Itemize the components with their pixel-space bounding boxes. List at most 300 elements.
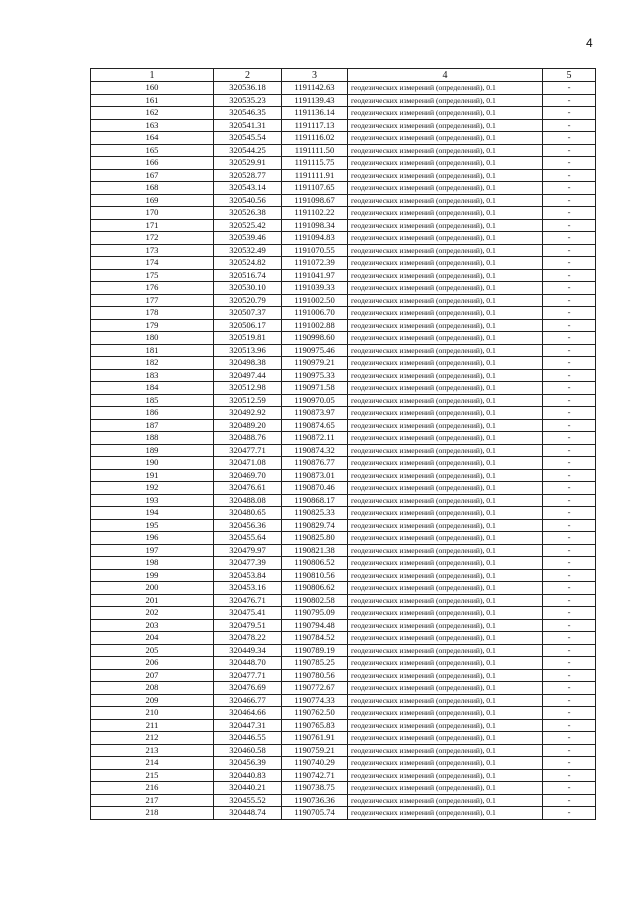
x-coordinate-cell: 320535.23 [214, 94, 282, 107]
x-coordinate-cell: 320479.97 [214, 544, 282, 557]
method-accuracy-cell: геодезических измерений (определений), 0.1 [348, 657, 543, 670]
y-coordinate-cell: 1191098.34 [282, 219, 348, 232]
method-accuracy-cell: геодезических измерений (определений), 0.1 [348, 207, 543, 220]
table-row [91, 482, 596, 495]
table-row [91, 369, 596, 382]
method-accuracy-cell: геодезических измерений (определений), 0.1 [348, 169, 543, 182]
y-coordinate-cell: 1191072.39 [282, 257, 348, 270]
y-coordinate-cell: 1190998.60 [282, 332, 348, 345]
point-number-cell: 210 [91, 707, 214, 720]
method-accuracy-cell: геодезических измерений (определений), 0.1 [348, 319, 543, 332]
y-coordinate-cell: 1190762.50 [282, 707, 348, 720]
y-coordinate-cell: 1190810.56 [282, 569, 348, 582]
note-cell: - [543, 232, 596, 245]
note-cell: - [543, 344, 596, 357]
note-cell: - [543, 82, 596, 95]
method-accuracy-cell: геодезических измерений (определений), 0.1 [348, 444, 543, 457]
method-accuracy-cell: геодезических измерений (определений), 0.1 [348, 107, 543, 120]
y-coordinate-cell: 1191136.14 [282, 107, 348, 120]
note-cell: - [543, 94, 596, 107]
column-header-5: 5 [543, 69, 596, 82]
point-number-cell: 165 [91, 144, 214, 157]
method-accuracy-cell: геодезических измерений (определений), 0.1 [348, 282, 543, 295]
table-row [91, 632, 596, 645]
y-coordinate-cell: 1190873.01 [282, 469, 348, 482]
table-row [91, 794, 596, 807]
x-coordinate-cell: 320447.31 [214, 719, 282, 732]
x-coordinate-cell: 320530.10 [214, 282, 282, 295]
y-coordinate-cell: 1190785.25 [282, 657, 348, 670]
note-cell: - [543, 494, 596, 507]
y-coordinate-cell: 1190806.52 [282, 557, 348, 570]
x-coordinate-cell: 320440.21 [214, 782, 282, 795]
y-coordinate-cell: 1190821.38 [282, 544, 348, 557]
note-cell: - [543, 319, 596, 332]
table-row [91, 732, 596, 745]
point-number-cell: 181 [91, 344, 214, 357]
note-cell: - [543, 432, 596, 445]
x-coordinate-cell: 320455.64 [214, 532, 282, 545]
x-coordinate-cell: 320446.55 [214, 732, 282, 745]
table-row [91, 694, 596, 707]
y-coordinate-cell: 1191142.63 [282, 82, 348, 95]
method-accuracy-cell: геодезических измерений (определений), 0.1 [348, 569, 543, 582]
point-number-cell: 177 [91, 294, 214, 307]
x-coordinate-cell: 320449.34 [214, 644, 282, 657]
y-coordinate-cell: 1190789.19 [282, 644, 348, 657]
note-cell: - [543, 407, 596, 420]
table-row [91, 419, 596, 432]
table-row [91, 107, 596, 120]
method-accuracy-cell: геодезических измерений (определений), 0.1 [348, 794, 543, 807]
table-row [91, 357, 596, 370]
note-cell: - [543, 782, 596, 795]
point-number-cell: 189 [91, 444, 214, 457]
table-row [91, 82, 596, 95]
note-cell: - [543, 382, 596, 395]
note-cell: - [543, 707, 596, 720]
x-coordinate-cell: 320544.25 [214, 144, 282, 157]
y-coordinate-cell: 1190829.74 [282, 519, 348, 532]
note-cell: - [543, 207, 596, 220]
note-cell: - [543, 757, 596, 770]
y-coordinate-cell: 1190794.48 [282, 619, 348, 632]
y-coordinate-cell: 1190876.77 [282, 457, 348, 470]
y-coordinate-cell: 1191006.70 [282, 307, 348, 320]
method-accuracy-cell: геодезических измерений (определений), 0.1 [348, 157, 543, 170]
point-number-cell: 187 [91, 419, 214, 432]
note-cell: - [543, 669, 596, 682]
y-coordinate-cell: 1190825.33 [282, 507, 348, 520]
method-accuracy-cell: геодезических измерений (определений), 0.1 [348, 269, 543, 282]
y-coordinate-cell: 1191116.02 [282, 132, 348, 145]
method-accuracy-cell: геодезических измерений (определений), 0.1 [348, 582, 543, 595]
x-coordinate-cell: 320525.42 [214, 219, 282, 232]
point-number-cell: 190 [91, 457, 214, 470]
point-number-cell: 214 [91, 757, 214, 770]
table-row [91, 619, 596, 632]
method-accuracy-cell: геодезических измерений (определений), 0.1 [348, 194, 543, 207]
point-number-cell: 218 [91, 807, 214, 820]
table-row [91, 94, 596, 107]
point-number-cell: 212 [91, 732, 214, 745]
table-header-row [91, 69, 596, 82]
method-accuracy-cell: геодезических измерений (определений), 0.1 [348, 432, 543, 445]
y-coordinate-cell: 1190738.75 [282, 782, 348, 795]
method-accuracy-cell: геодезических измерений (определений), 0.1 [348, 394, 543, 407]
point-number-cell: 174 [91, 257, 214, 270]
point-number-cell: 217 [91, 794, 214, 807]
column-header-1: 1 [91, 69, 214, 82]
table-row [91, 782, 596, 795]
method-accuracy-cell: геодезических измерений (определений), 0.1 [348, 632, 543, 645]
note-cell: - [543, 732, 596, 745]
point-number-cell: 162 [91, 107, 214, 120]
y-coordinate-cell: 1191102.22 [282, 207, 348, 220]
note-cell: - [543, 144, 596, 157]
point-number-cell: 184 [91, 382, 214, 395]
point-number-cell: 180 [91, 332, 214, 345]
note-cell: - [543, 157, 596, 170]
x-coordinate-cell: 320540.56 [214, 194, 282, 207]
y-coordinate-cell: 1191139.43 [282, 94, 348, 107]
note-cell: - [543, 657, 596, 670]
point-number-cell: 175 [91, 269, 214, 282]
y-coordinate-cell: 1191070.55 [282, 244, 348, 257]
method-accuracy-cell: геодезических измерений (определений), 0.1 [348, 369, 543, 382]
x-coordinate-cell: 320520.79 [214, 294, 282, 307]
x-coordinate-cell: 320477.39 [214, 557, 282, 570]
point-number-cell: 176 [91, 282, 214, 295]
note-cell: - [543, 357, 596, 370]
point-number-cell: 188 [91, 432, 214, 445]
method-accuracy-cell: геодезических измерений (определений), 0.1 [348, 494, 543, 507]
point-number-cell: 193 [91, 494, 214, 507]
note-cell: - [543, 632, 596, 645]
method-accuracy-cell: геодезических измерений (определений), 0.1 [348, 182, 543, 195]
page-number: 4 [586, 36, 593, 50]
x-coordinate-cell: 320475.41 [214, 607, 282, 620]
x-coordinate-cell: 320471.08 [214, 457, 282, 470]
note-cell: - [543, 607, 596, 620]
note-cell: - [543, 369, 596, 382]
method-accuracy-cell: геодезических измерений (определений), 0.1 [348, 544, 543, 557]
point-number-cell: 203 [91, 619, 214, 632]
x-coordinate-cell: 320477.71 [214, 669, 282, 682]
method-accuracy-cell: геодезических измерений (определений), 0.1 [348, 482, 543, 495]
column-header-3: 3 [282, 69, 348, 82]
method-accuracy-cell: геодезических измерений (определений), 0.1 [348, 807, 543, 820]
note-cell: - [543, 419, 596, 432]
table-row [91, 407, 596, 420]
note-cell: - [543, 482, 596, 495]
table-row [91, 719, 596, 732]
x-coordinate-cell: 320456.39 [214, 757, 282, 770]
point-number-cell: 173 [91, 244, 214, 257]
y-coordinate-cell: 1190772.67 [282, 682, 348, 695]
point-number-cell: 211 [91, 719, 214, 732]
table-row [91, 807, 596, 820]
x-coordinate-cell: 320453.84 [214, 569, 282, 582]
table-row [91, 432, 596, 445]
x-coordinate-cell: 320506.17 [214, 319, 282, 332]
table-row [91, 532, 596, 545]
table-row [91, 744, 596, 757]
method-accuracy-cell: геодезических измерений (определений), 0.1 [348, 469, 543, 482]
y-coordinate-cell: 1191107.65 [282, 182, 348, 195]
x-coordinate-cell: 320524.82 [214, 257, 282, 270]
method-accuracy-cell: геодезических измерений (определений), 0.1 [348, 607, 543, 620]
point-number-cell: 198 [91, 557, 214, 570]
y-coordinate-cell: 1190870.46 [282, 482, 348, 495]
x-coordinate-cell: 320456.36 [214, 519, 282, 532]
method-accuracy-cell: геодезических измерений (определений), 0.1 [348, 732, 543, 745]
method-accuracy-cell: геодезических измерений (определений), 0.1 [348, 507, 543, 520]
point-number-cell: 200 [91, 582, 214, 595]
x-coordinate-cell: 320455.52 [214, 794, 282, 807]
x-coordinate-cell: 320498.38 [214, 357, 282, 370]
x-coordinate-cell: 320519.81 [214, 332, 282, 345]
point-number-cell: 202 [91, 607, 214, 620]
y-coordinate-cell: 1190705.74 [282, 807, 348, 820]
x-coordinate-cell: 320480.65 [214, 507, 282, 520]
point-number-cell: 161 [91, 94, 214, 107]
point-number-cell: 204 [91, 632, 214, 645]
table-row [91, 457, 596, 470]
note-cell: - [543, 807, 596, 820]
x-coordinate-cell: 320512.98 [214, 382, 282, 395]
y-coordinate-cell: 1190971.58 [282, 382, 348, 395]
y-coordinate-cell: 1191115.75 [282, 157, 348, 170]
note-cell: - [543, 182, 596, 195]
note-cell: - [543, 794, 596, 807]
x-coordinate-cell: 320512.59 [214, 394, 282, 407]
point-number-cell: 209 [91, 694, 214, 707]
note-cell: - [543, 619, 596, 632]
note-cell: - [543, 744, 596, 757]
point-number-cell: 195 [91, 519, 214, 532]
point-number-cell: 167 [91, 169, 214, 182]
table-row [91, 207, 596, 220]
x-coordinate-cell: 320464.66 [214, 707, 282, 720]
coordinates-table [90, 68, 596, 820]
method-accuracy-cell: геодезических измерений (определений), 0.1 [348, 519, 543, 532]
table-row [91, 657, 596, 670]
table-body [91, 69, 596, 820]
point-number-cell: 172 [91, 232, 214, 245]
table-row [91, 219, 596, 232]
method-accuracy-cell: геодезических измерений (определений), 0.1 [348, 132, 543, 145]
x-coordinate-cell: 320497.44 [214, 369, 282, 382]
method-accuracy-cell: геодезических измерений (определений), 0.1 [348, 307, 543, 320]
method-accuracy-cell: геодезических измерений (определений), 0.1 [348, 644, 543, 657]
method-accuracy-cell: геодезических измерений (определений), 0.1 [348, 757, 543, 770]
note-cell: - [543, 294, 596, 307]
point-number-cell: 169 [91, 194, 214, 207]
x-coordinate-cell: 320536.18 [214, 82, 282, 95]
note-cell: - [543, 594, 596, 607]
note-cell: - [543, 269, 596, 282]
y-coordinate-cell: 1190868.17 [282, 494, 348, 507]
table-row [91, 257, 596, 270]
note-cell: - [543, 694, 596, 707]
method-accuracy-cell: геодезических измерений (определений), 0.1 [348, 344, 543, 357]
y-coordinate-cell: 1191098.67 [282, 194, 348, 207]
note-cell: - [543, 394, 596, 407]
note-cell: - [543, 169, 596, 182]
table-row [91, 144, 596, 157]
point-number-cell: 171 [91, 219, 214, 232]
x-coordinate-cell: 320469.70 [214, 469, 282, 482]
y-coordinate-cell: 1191117.13 [282, 119, 348, 132]
note-cell: - [543, 444, 596, 457]
table-row [91, 494, 596, 507]
note-cell: - [543, 332, 596, 345]
y-coordinate-cell: 1191094.83 [282, 232, 348, 245]
point-number-cell: 179 [91, 319, 214, 332]
y-coordinate-cell: 1190736.36 [282, 794, 348, 807]
note-cell: - [543, 582, 596, 595]
note-cell: - [543, 569, 596, 582]
x-coordinate-cell: 320476.69 [214, 682, 282, 695]
method-accuracy-cell: геодезических измерений (определений), 0.1 [348, 119, 543, 132]
note-cell: - [543, 457, 596, 470]
x-coordinate-cell: 320488.08 [214, 494, 282, 507]
point-number-cell: 194 [91, 507, 214, 520]
point-number-cell: 168 [91, 182, 214, 195]
y-coordinate-cell: 1190784.52 [282, 632, 348, 645]
x-coordinate-cell: 320460.58 [214, 744, 282, 757]
y-coordinate-cell: 1191111.91 [282, 169, 348, 182]
point-number-cell: 163 [91, 119, 214, 132]
x-coordinate-cell: 320453.16 [214, 582, 282, 595]
point-number-cell: 207 [91, 669, 214, 682]
x-coordinate-cell: 320526.38 [214, 207, 282, 220]
table-row [91, 319, 596, 332]
table-row [91, 682, 596, 695]
point-number-cell: 205 [91, 644, 214, 657]
note-cell: - [543, 307, 596, 320]
point-number-cell: 213 [91, 744, 214, 757]
note-cell: - [543, 257, 596, 270]
x-coordinate-cell: 320448.70 [214, 657, 282, 670]
x-coordinate-cell: 320478.22 [214, 632, 282, 645]
column-header-2: 2 [214, 69, 282, 82]
method-accuracy-cell: геодезических измерений (определений), 0.1 [348, 557, 543, 570]
note-cell: - [543, 194, 596, 207]
method-accuracy-cell: геодезических измерений (определений), 0.1 [348, 94, 543, 107]
method-accuracy-cell: геодезических измерений (определений), 0.1 [348, 82, 543, 95]
table-row [91, 582, 596, 595]
method-accuracy-cell: геодезических измерений (определений), 0.1 [348, 382, 543, 395]
note-cell: - [543, 769, 596, 782]
y-coordinate-cell: 1190759.21 [282, 744, 348, 757]
method-accuracy-cell: геодезических измерений (определений), 0.1 [348, 332, 543, 345]
table-row [91, 557, 596, 570]
y-coordinate-cell: 1191041.97 [282, 269, 348, 282]
method-accuracy-cell: геодезических измерений (определений), 0.1 [348, 244, 543, 257]
method-accuracy-cell: геодезических измерений (определений), 0.1 [348, 294, 543, 307]
table-row [91, 569, 596, 582]
table-row [91, 332, 596, 345]
y-coordinate-cell: 1191111.50 [282, 144, 348, 157]
table-row [91, 344, 596, 357]
point-number-cell: 170 [91, 207, 214, 220]
table-row [91, 182, 596, 195]
note-cell: - [543, 682, 596, 695]
method-accuracy-cell: геодезических измерений (определений), 0.1 [348, 719, 543, 732]
x-coordinate-cell: 320488.76 [214, 432, 282, 445]
point-number-cell: 206 [91, 657, 214, 670]
x-coordinate-cell: 320440.83 [214, 769, 282, 782]
point-number-cell: 186 [91, 407, 214, 420]
note-cell: - [543, 132, 596, 145]
point-number-cell: 166 [91, 157, 214, 170]
y-coordinate-cell: 1190740.29 [282, 757, 348, 770]
table-row [91, 469, 596, 482]
y-coordinate-cell: 1191002.50 [282, 294, 348, 307]
table-row [91, 669, 596, 682]
x-coordinate-cell: 320477.71 [214, 444, 282, 457]
table-row [91, 519, 596, 532]
y-coordinate-cell: 1190874.65 [282, 419, 348, 432]
point-number-cell: 183 [91, 369, 214, 382]
table-row [91, 707, 596, 720]
note-cell: - [543, 544, 596, 557]
note-cell: - [543, 519, 596, 532]
x-coordinate-cell: 320539.46 [214, 232, 282, 245]
x-coordinate-cell: 320489.20 [214, 419, 282, 432]
method-accuracy-cell: геодезических измерений (определений), 0.1 [348, 782, 543, 795]
note-cell: - [543, 107, 596, 120]
point-number-cell: 182 [91, 357, 214, 370]
note-cell: - [543, 469, 596, 482]
point-number-cell: 215 [91, 769, 214, 782]
table-row [91, 169, 596, 182]
point-number-cell: 208 [91, 682, 214, 695]
note-cell: - [543, 507, 596, 520]
method-accuracy-cell: геодезических измерений (определений), 0.1 [348, 707, 543, 720]
method-accuracy-cell: геодезических измерений (определений), 0.1 [348, 257, 543, 270]
method-accuracy-cell: геодезических измерений (определений), 0.1 [348, 769, 543, 782]
x-coordinate-cell: 320528.77 [214, 169, 282, 182]
method-accuracy-cell: геодезических измерений (определений), 0.1 [348, 407, 543, 420]
table-row [91, 607, 596, 620]
y-coordinate-cell: 1190975.46 [282, 344, 348, 357]
table-row [91, 394, 596, 407]
method-accuracy-cell: геодезических измерений (определений), 0.1 [348, 619, 543, 632]
table-row [91, 382, 596, 395]
x-coordinate-cell: 320476.71 [214, 594, 282, 607]
table-row [91, 132, 596, 145]
point-number-cell: 196 [91, 532, 214, 545]
note-cell: - [543, 244, 596, 257]
x-coordinate-cell: 320476.61 [214, 482, 282, 495]
note-cell: - [543, 644, 596, 657]
method-accuracy-cell: геодезических измерений (определений), 0.1 [348, 669, 543, 682]
y-coordinate-cell: 1190979.21 [282, 357, 348, 370]
x-coordinate-cell: 320466.77 [214, 694, 282, 707]
table-row [91, 769, 596, 782]
x-coordinate-cell: 320532.49 [214, 244, 282, 257]
point-number-cell: 197 [91, 544, 214, 557]
note-cell: - [543, 219, 596, 232]
table-row [91, 307, 596, 320]
point-number-cell: 164 [91, 132, 214, 145]
x-coordinate-cell: 320448.74 [214, 807, 282, 820]
table-row [91, 757, 596, 770]
y-coordinate-cell: 1190795.09 [282, 607, 348, 620]
